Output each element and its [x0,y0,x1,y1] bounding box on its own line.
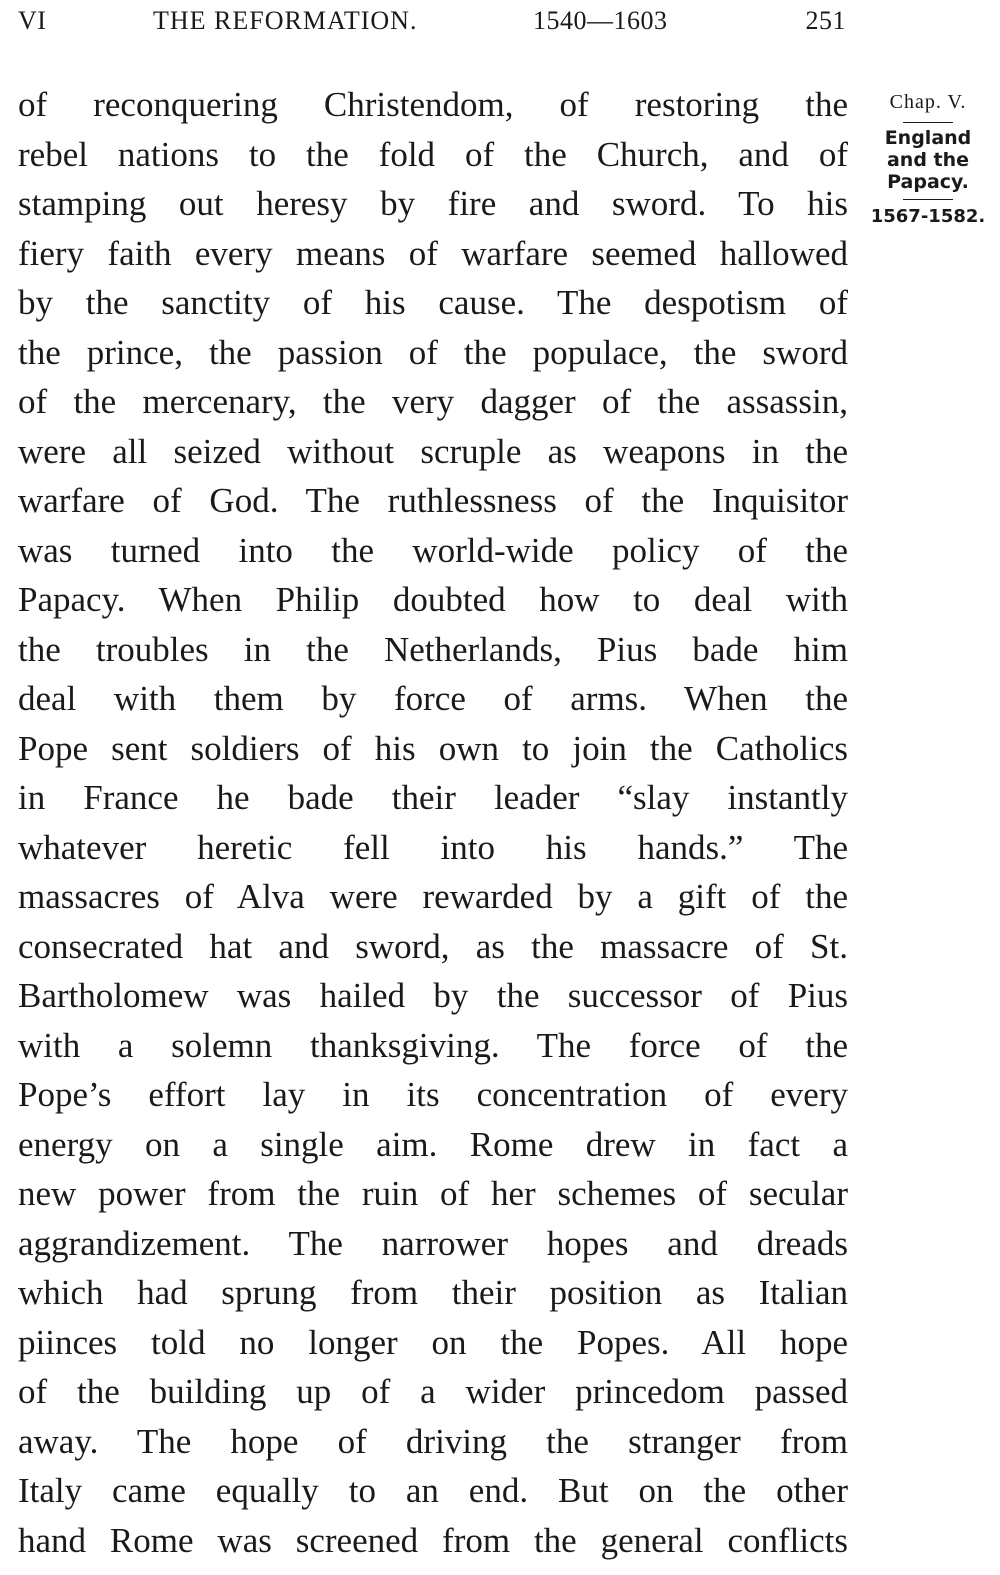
text-line: deal with them by force of arms. When the [18,679,848,718]
chapter-label: Chap. V. [889,91,967,113]
text-line: consecrated hat and sword, as the massacre of St. [18,926,848,966]
text-line: aggrandizement. The narrower hopes and dreads [18,1223,848,1263]
text-line: the prince, the passion of the populace, the sword [18,332,848,372]
topic-line: and the [886,149,970,171]
text-line: Pope sent soldiers of his own to join the Catholics [18,728,848,768]
text-line: away. The hope of driving the stranger from [18,1421,848,1461]
running-dates: 1540—1603 [533,6,668,35]
topic-line: Papacy. [887,171,969,193]
topic-label [868,127,988,193]
text-line: stamping out heresy by fire and sword. To his [18,184,848,223]
margin-note [868,88,988,230]
text-line: hand Rome was screened from the general conflicts [18,1520,848,1560]
page-number: 251 [805,6,846,35]
text-line: rebel nations to the fold of the Church, and of [18,134,848,174]
text-line: were all seized without scruple as weapons in the [18,431,848,471]
topic-line: England [884,127,972,149]
body-text [18,80,848,1565]
date-range-label: 1567-1582. [870,206,986,227]
running-head [18,6,846,42]
rule-divider [903,122,953,123]
text-line: whatever heretic fell into his hands.” The [18,827,848,867]
text-line: energy on a single aim. Rome drew in fact a [18,1124,848,1164]
text-line: Pope’s effort lay in its concentration of every [18,1075,848,1114]
text-line: Papacy. When Philip doubted how to deal with [18,580,848,619]
text-line: was turned into the world-wide policy of the [18,530,848,570]
running-title: THE REFORMATION. [153,6,418,35]
text-line: by the sanctity of his cause. The despotism of [18,283,848,322]
section-numeral: VI [18,6,47,35]
text-line: which had sprung from their position as Italian [18,1273,848,1312]
rule-divider [903,199,953,200]
text-line: fiery faith every means of warfare seemed hallowed [18,233,848,273]
text-line: warfare of God. The ruthlessness of the Inquisitor [18,481,848,520]
text-line: with a solemn thanksgiving. The force of the [18,1025,848,1065]
text-line: new power from the ruin of her schemes of secular [18,1174,848,1213]
text-line: in France he bade their leader “slay instantly [18,778,848,817]
text-line: the troubles in the Netherlands, Pius bade him [18,629,848,669]
text-line: piinces told no longer on the Popes. All hope [18,1322,848,1362]
text-line: Bartholomew was hailed by the successor of Pius [18,976,848,1015]
text-line: of reconquering Christendom, of restoring the [18,85,848,124]
text-line: Italy came equally to an end. But on the other [18,1471,848,1510]
text-line: of the mercenary, the very dagger of the assassin, [18,382,848,421]
text-line: of the building up of a wider princedom passed [18,1372,848,1411]
text-line: massacres of Alva were rewarded by a gift of the [18,877,848,916]
